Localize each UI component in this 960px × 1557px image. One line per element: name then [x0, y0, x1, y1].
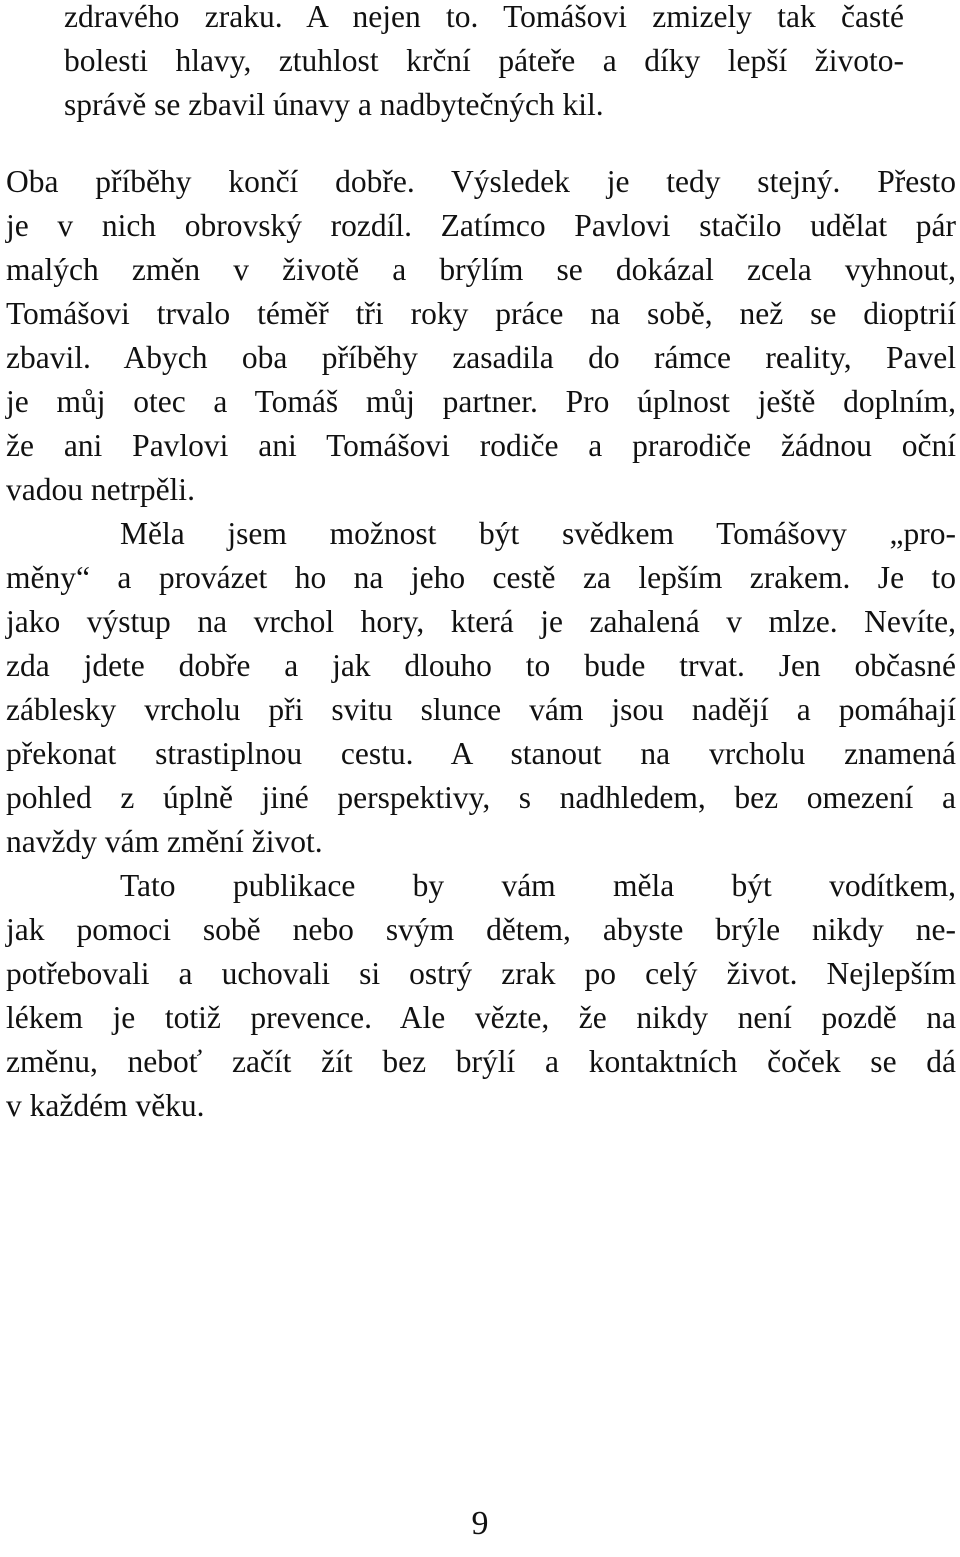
- text-line: změnu, neboť začít žít bez brýlí a kontaktních čoček se dá: [6, 1044, 956, 1079]
- text-line: navždy vám změní život.: [6, 824, 323, 859]
- text-line: je v nich obrovský rozdíl. Zatímco Pavlovi stačilo udělat pár: [6, 208, 956, 243]
- text-line: malých změn v životě a brýlím se dokázal zcela vyhnout,: [6, 252, 956, 287]
- text-line: zdravého zraku. A nejen to. Tomášovi zmizely tak časté: [64, 0, 904, 34]
- text-line: Tato publikace by vám měla být vodítkem,: [120, 868, 956, 903]
- main-text: [6, 160, 956, 1128]
- text-line: Tomášovi trvalo téměř tři roky práce na sobě, než se dioptrií: [6, 296, 956, 331]
- text-line: v každém věku.: [6, 1088, 205, 1123]
- text-line: je můj otec a Tomáš můj partner. Pro úplnost ještě doplním,: [6, 384, 956, 419]
- text-line: pohled z úplně jiné perspektivy, s nadhledem, bez omezení a: [6, 780, 956, 815]
- text-line: záblesky vrcholu při svitu slunce vám jsou nadějí a pomáhají: [6, 692, 956, 727]
- text-line: že ani Pavlovi ani Tomášovi rodiče a prarodiče žádnou oční: [6, 428, 956, 463]
- text-line: překonat strastiplnou cestu. A stanout na vrcholu znamená: [6, 736, 956, 771]
- text-line: zbavil. Abych oba příběhy zasadila do rámce reality, Pavel: [6, 340, 956, 375]
- text-line: potřebovali a uchovali si ostrý zrak po celý život. Nejlepším: [6, 956, 956, 991]
- text-line: vadou netrpěli.: [6, 472, 195, 507]
- paragraph-continued: [64, 0, 904, 127]
- text-line: bolesti hlavy, ztuhlost krční páteře a díky lepší životo-: [64, 43, 904, 78]
- text-line: správě se zbavil únavy a nadbytečných kil.: [64, 87, 604, 122]
- text-line: Měla jsem možnost být svědkem Tomášovy „pro-: [120, 516, 956, 551]
- text-line: měny“ a provázet ho na jeho cestě za lepším zrakem. Je to: [6, 560, 956, 595]
- page-number: 9: [471, 1505, 489, 1542]
- text-line: jak pomoci sobě nebo svým dětem, abyste brýle nikdy ne-: [6, 912, 956, 947]
- text-line: jako výstup na vrchol hory, která je zahalená v mlze. Nevíte,: [6, 604, 956, 639]
- text-line: Oba příběhy končí dobře. Výsledek je tedy stejný. Přesto: [6, 164, 956, 199]
- text-line: lékem je totiž prevence. Ale vězte, že nikdy není pozdě na: [6, 1000, 956, 1035]
- text-line: zda jdete dobře a jak dlouho to bude trvat. Jen občasné: [6, 648, 956, 683]
